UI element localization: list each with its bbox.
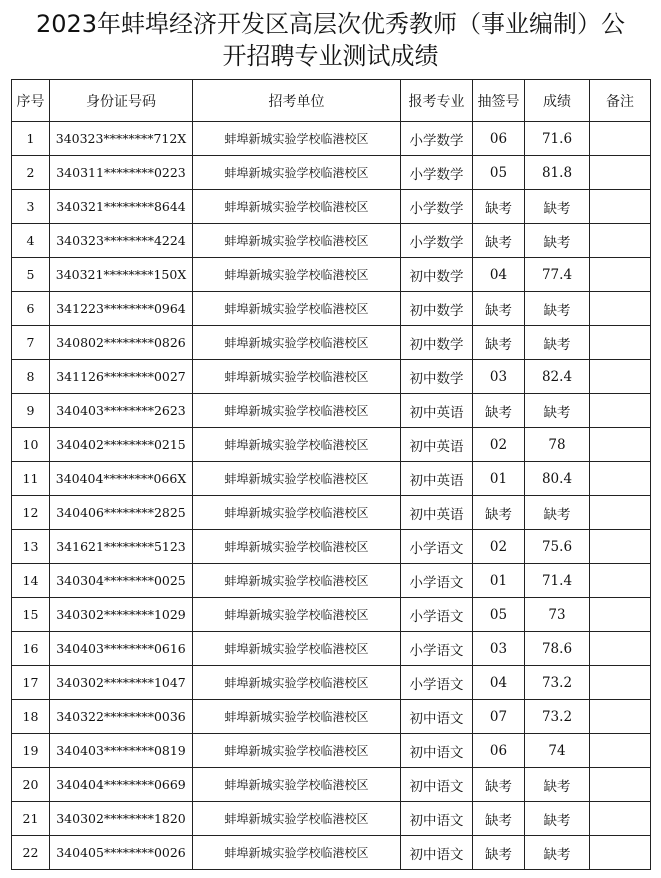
cell-id-number: 340404********066X (50, 462, 193, 496)
cell-score: 82.4 (525, 360, 590, 394)
cell-lot-number: 06 (473, 122, 525, 156)
cell-note (590, 666, 651, 700)
table-row (12, 802, 651, 836)
cell-lot-number: 04 (473, 666, 525, 700)
table-row (12, 768, 651, 802)
cell-unit: 蚌埠新城实验学校临港校区 (193, 632, 401, 666)
cell-subject: 小学数学 (401, 190, 473, 224)
cell-note (590, 156, 651, 190)
cell-unit: 蚌埠新城实验学校临港校区 (193, 292, 401, 326)
cell-lot-number: 03 (473, 360, 525, 394)
table-row (12, 700, 651, 734)
cell-note (590, 496, 651, 530)
cell-unit: 蚌埠新城实验学校临港校区 (193, 224, 401, 258)
cell-lot-number: 缺考 (473, 394, 525, 428)
cell-id-number: 340402********0215 (50, 428, 193, 462)
cell-no: 22 (12, 836, 50, 870)
cell-score: 78.6 (525, 632, 590, 666)
table-row (12, 666, 651, 700)
cell-note (590, 462, 651, 496)
header-row (12, 80, 651, 122)
table-row (12, 462, 651, 496)
cell-id-number: 340323********712X (50, 122, 193, 156)
results-table (11, 79, 651, 870)
cell-unit: 蚌埠新城实验学校临港校区 (193, 326, 401, 360)
cell-score: 75.6 (525, 530, 590, 564)
cell-unit: 蚌埠新城实验学校临港校区 (193, 666, 401, 700)
cell-unit: 蚌埠新城实验学校临港校区 (193, 190, 401, 224)
cell-note (590, 122, 651, 156)
cell-id-number: 340403********2623 (50, 394, 193, 428)
cell-id-number: 340321********8644 (50, 190, 193, 224)
cell-unit: 蚌埠新城实验学校临港校区 (193, 700, 401, 734)
cell-unit: 蚌埠新城实验学校临港校区 (193, 598, 401, 632)
cell-note (590, 802, 651, 836)
cell-lot-number: 04 (473, 258, 525, 292)
table-row (12, 496, 651, 530)
cell-subject: 初中语文 (401, 768, 473, 802)
cell-lot-number: 01 (473, 564, 525, 598)
cell-lot-number: 05 (473, 156, 525, 190)
document-title (0, 8, 661, 72)
cell-score: 缺考 (525, 394, 590, 428)
cell-lot-number: 缺考 (473, 496, 525, 530)
header-cell-note: 备注 (590, 80, 651, 122)
cell-unit: 蚌埠新城实验学校临港校区 (193, 462, 401, 496)
cell-lot-number: 缺考 (473, 802, 525, 836)
cell-id-number: 340302********1820 (50, 802, 193, 836)
title-line-2: 开招聘专业测试成绩 (222, 42, 439, 70)
cell-subject: 小学语文 (401, 530, 473, 564)
cell-id-number: 341621********5123 (50, 530, 193, 564)
cell-id-number: 340405********0026 (50, 836, 193, 870)
cell-subject: 小学数学 (401, 156, 473, 190)
cell-no: 7 (12, 326, 50, 360)
cell-note (590, 768, 651, 802)
cell-score: 缺考 (525, 802, 590, 836)
cell-no: 6 (12, 292, 50, 326)
cell-score: 缺考 (525, 190, 590, 224)
cell-unit: 蚌埠新城实验学校临港校区 (193, 802, 401, 836)
cell-no: 15 (12, 598, 50, 632)
table-row (12, 326, 651, 360)
cell-subject: 小学语文 (401, 666, 473, 700)
cell-lot-number: 06 (473, 734, 525, 768)
cell-score: 80.4 (525, 462, 590, 496)
cell-id-number: 340302********1029 (50, 598, 193, 632)
table-row (12, 632, 651, 666)
cell-note (590, 836, 651, 870)
cell-no: 18 (12, 700, 50, 734)
cell-no: 21 (12, 802, 50, 836)
cell-note (590, 530, 651, 564)
cell-unit: 蚌埠新城实验学校临港校区 (193, 360, 401, 394)
cell-id-number: 340403********0616 (50, 632, 193, 666)
cell-score: 73.2 (525, 700, 590, 734)
cell-lot-number: 缺考 (473, 224, 525, 258)
cell-id-number: 340406********2825 (50, 496, 193, 530)
cell-id-number: 340322********0036 (50, 700, 193, 734)
cell-note (590, 326, 651, 360)
table-row (12, 258, 651, 292)
cell-subject: 初中语文 (401, 836, 473, 870)
cell-no: 9 (12, 394, 50, 428)
cell-unit: 蚌埠新城实验学校临港校区 (193, 530, 401, 564)
cell-unit: 蚌埠新城实验学校临港校区 (193, 564, 401, 598)
cell-no: 3 (12, 190, 50, 224)
cell-lot-number: 05 (473, 598, 525, 632)
title-line-1: 2023年蚌埠经济开发区高层次优秀教师（事业编制）公 (35, 10, 626, 38)
table-row (12, 598, 651, 632)
cell-id-number: 340302********1047 (50, 666, 193, 700)
cell-subject: 初中英语 (401, 462, 473, 496)
cell-note (590, 428, 651, 462)
cell-no: 16 (12, 632, 50, 666)
cell-score: 71.6 (525, 122, 590, 156)
cell-note (590, 190, 651, 224)
cell-lot-number: 01 (473, 462, 525, 496)
cell-note (590, 598, 651, 632)
cell-no: 12 (12, 496, 50, 530)
cell-id-number: 340404********0669 (50, 768, 193, 802)
cell-subject: 小学语文 (401, 598, 473, 632)
cell-score: 缺考 (525, 292, 590, 326)
cell-note (590, 394, 651, 428)
cell-unit: 蚌埠新城实验学校临港校区 (193, 122, 401, 156)
cell-id-number: 340321********150X (50, 258, 193, 292)
cell-score: 缺考 (525, 768, 590, 802)
cell-id-number: 341126********0027 (50, 360, 193, 394)
cell-no: 2 (12, 156, 50, 190)
cell-subject: 初中语文 (401, 802, 473, 836)
table-row (12, 530, 651, 564)
cell-lot-number: 02 (473, 428, 525, 462)
table-row (12, 360, 651, 394)
cell-note (590, 292, 651, 326)
cell-note (590, 632, 651, 666)
cell-lot-number: 07 (473, 700, 525, 734)
table-row (12, 190, 651, 224)
cell-score: 缺考 (525, 496, 590, 530)
cell-note (590, 700, 651, 734)
cell-subject: 初中英语 (401, 496, 473, 530)
table-row (12, 734, 651, 768)
cell-unit: 蚌埠新城实验学校临港校区 (193, 734, 401, 768)
table-body (12, 122, 651, 870)
cell-subject: 初中数学 (401, 258, 473, 292)
cell-no: 5 (12, 258, 50, 292)
cell-lot-number: 02 (473, 530, 525, 564)
table-row (12, 428, 651, 462)
cell-no: 13 (12, 530, 50, 564)
cell-unit: 蚌埠新城实验学校临港校区 (193, 836, 401, 870)
cell-score: 缺考 (525, 836, 590, 870)
cell-id-number: 340323********4224 (50, 224, 193, 258)
cell-subject: 初中英语 (401, 394, 473, 428)
table-row (12, 836, 651, 870)
cell-unit: 蚌埠新城实验学校临港校区 (193, 768, 401, 802)
table-row (12, 224, 651, 258)
cell-no: 19 (12, 734, 50, 768)
cell-note (590, 564, 651, 598)
cell-subject: 初中语文 (401, 700, 473, 734)
cell-subject: 初中英语 (401, 428, 473, 462)
cell-lot-number: 缺考 (473, 768, 525, 802)
cell-score: 缺考 (525, 224, 590, 258)
cell-lot-number: 缺考 (473, 836, 525, 870)
cell-subject: 小学语文 (401, 632, 473, 666)
header-cell-unit: 招考单位 (193, 80, 401, 122)
cell-id-number: 340802********0826 (50, 326, 193, 360)
cell-subject: 初中数学 (401, 326, 473, 360)
cell-subject: 小学数学 (401, 224, 473, 258)
table-row (12, 394, 651, 428)
header-cell-no: 序号 (12, 80, 50, 122)
cell-subject: 初中数学 (401, 292, 473, 326)
header-cell-subject: 报考专业 (401, 80, 473, 122)
cell-no: 1 (12, 122, 50, 156)
cell-subject: 初中数学 (401, 360, 473, 394)
cell-id-number: 341223********0964 (50, 292, 193, 326)
cell-no: 11 (12, 462, 50, 496)
cell-unit: 蚌埠新城实验学校临港校区 (193, 258, 401, 292)
cell-unit: 蚌埠新城实验学校临港校区 (193, 428, 401, 462)
cell-no: 8 (12, 360, 50, 394)
cell-score: 74 (525, 734, 590, 768)
table-row (12, 564, 651, 598)
header-cell-id: 身份证号码 (50, 80, 193, 122)
cell-subject: 小学语文 (401, 564, 473, 598)
cell-unit: 蚌埠新城实验学校临港校区 (193, 394, 401, 428)
cell-id-number: 340304********0025 (50, 564, 193, 598)
table-row (12, 156, 651, 190)
cell-score: 81.8 (525, 156, 590, 190)
table-row (12, 292, 651, 326)
cell-score: 78 (525, 428, 590, 462)
cell-score: 73.2 (525, 666, 590, 700)
cell-no: 20 (12, 768, 50, 802)
cell-note (590, 258, 651, 292)
cell-id-number: 340311********0223 (50, 156, 193, 190)
cell-score: 73 (525, 598, 590, 632)
table-row (12, 122, 651, 156)
cell-score: 77.4 (525, 258, 590, 292)
cell-no: 10 (12, 428, 50, 462)
cell-subject: 小学数学 (401, 122, 473, 156)
cell-no: 17 (12, 666, 50, 700)
cell-note (590, 224, 651, 258)
cell-id-number: 340403********0819 (50, 734, 193, 768)
cell-lot-number: 缺考 (473, 326, 525, 360)
cell-no: 14 (12, 564, 50, 598)
cell-no: 4 (12, 224, 50, 258)
cell-unit: 蚌埠新城实验学校临港校区 (193, 496, 401, 530)
cell-note (590, 360, 651, 394)
cell-unit: 蚌埠新城实验学校临港校区 (193, 156, 401, 190)
cell-note (590, 734, 651, 768)
cell-lot-number: 缺考 (473, 292, 525, 326)
cell-score: 71.4 (525, 564, 590, 598)
cell-score: 缺考 (525, 326, 590, 360)
cell-lot-number: 03 (473, 632, 525, 666)
header-cell-lot: 抽签号 (473, 80, 525, 122)
header-cell-score: 成绩 (525, 80, 590, 122)
cell-lot-number: 缺考 (473, 190, 525, 224)
cell-subject: 初中语文 (401, 734, 473, 768)
